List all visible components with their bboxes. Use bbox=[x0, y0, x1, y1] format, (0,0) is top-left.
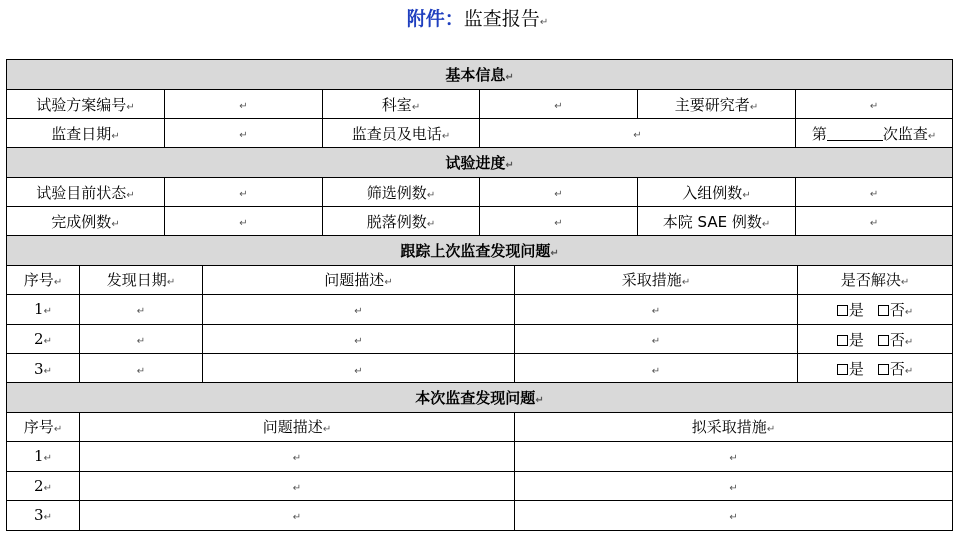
field-completed[interactable]: ↵ bbox=[165, 207, 323, 236]
table-row bbox=[7, 295, 953, 325]
label-status: 试验目前状态↵ bbox=[7, 178, 165, 207]
basic-info-table bbox=[6, 59, 953, 236]
label-pi: 主要研究者↵ bbox=[638, 90, 796, 119]
field-desc[interactable]: ↵ bbox=[203, 354, 515, 384]
yes-checkbox[interactable] bbox=[837, 305, 848, 316]
section-header-progress: 试验进度↵ bbox=[7, 148, 953, 178]
col-header-no: 序号↵ bbox=[7, 412, 80, 442]
section-header-followup: 跟踪上次监查发现问题↵ bbox=[7, 236, 953, 266]
row-number: 2↵ bbox=[7, 324, 80, 354]
resolved-options: 是 否↵ bbox=[798, 295, 953, 325]
field-visit-number[interactable]: 第 次监查↵ bbox=[796, 119, 953, 148]
field-protocol-no[interactable]: ↵ bbox=[165, 90, 323, 119]
title-main: 监查报告 bbox=[463, 8, 540, 30]
no-checkbox[interactable] bbox=[878, 305, 889, 316]
col-header-no: 序号↵ bbox=[7, 265, 80, 295]
resolved-options: 是 否↵ bbox=[798, 354, 953, 384]
current-issues-table bbox=[6, 382, 953, 531]
followup-table bbox=[6, 235, 953, 384]
row-number: 3↵ bbox=[7, 501, 80, 531]
document-title: 附件：监查报告↵ bbox=[406, 8, 549, 30]
table-row bbox=[7, 324, 953, 354]
field-monitor-phone[interactable]: ↵ bbox=[480, 119, 796, 148]
field-action[interactable]: ↵ bbox=[515, 295, 798, 325]
col-header-desc: 问题描述↵ bbox=[80, 412, 515, 442]
row-number: 2↵ bbox=[7, 471, 80, 501]
field-action[interactable]: ↵ bbox=[515, 324, 798, 354]
table-row bbox=[7, 354, 953, 384]
field-date[interactable]: ↵ bbox=[80, 324, 203, 354]
row-number: 3↵ bbox=[7, 354, 80, 384]
section-header-current: 本次监查发现问题↵ bbox=[7, 383, 953, 413]
no-checkbox[interactable] bbox=[878, 364, 889, 375]
yes-checkbox[interactable] bbox=[837, 364, 848, 375]
label-department: 科室↵ bbox=[323, 90, 480, 119]
section-header-basic: 基本信息↵ bbox=[7, 60, 953, 90]
field-plan[interactable]: ↵ bbox=[515, 442, 953, 472]
label-protocol-no: 试验方案编号↵ bbox=[7, 90, 165, 119]
yes-checkbox[interactable] bbox=[837, 335, 848, 346]
field-desc[interactable]: ↵ bbox=[203, 295, 515, 325]
label-dropped: 脱落例数↵ bbox=[323, 207, 480, 236]
table-row bbox=[7, 501, 953, 531]
field-date[interactable]: ↵ bbox=[80, 295, 203, 325]
field-dropped[interactable]: ↵ bbox=[480, 207, 638, 236]
label-monitor-date: 监查日期↵ bbox=[7, 119, 165, 148]
field-screened[interactable]: ↵ bbox=[480, 178, 638, 207]
field-desc[interactable]: ↵ bbox=[80, 501, 515, 531]
col-header-action: 采取措施↵ bbox=[515, 265, 798, 295]
field-desc[interactable]: ↵ bbox=[80, 471, 515, 501]
col-header-plan: 拟采取措施↵ bbox=[515, 412, 953, 442]
field-monitor-date[interactable]: ↵ bbox=[165, 119, 323, 148]
label-screened: 筛选例数↵ bbox=[323, 178, 480, 207]
field-status[interactable]: ↵ bbox=[165, 178, 323, 207]
field-enrolled[interactable]: ↵ bbox=[796, 178, 953, 207]
label-monitor-phone: 监查员及电话↵ bbox=[323, 119, 480, 148]
field-date[interactable]: ↵ bbox=[80, 354, 203, 384]
row-number: 1↵ bbox=[7, 295, 80, 325]
label-completed: 完成例数↵ bbox=[7, 207, 165, 236]
no-checkbox[interactable] bbox=[878, 335, 889, 346]
field-department[interactable]: ↵ bbox=[480, 90, 638, 119]
field-action[interactable]: ↵ bbox=[515, 354, 798, 384]
resolved-options: 是 否↵ bbox=[798, 324, 953, 354]
table-row bbox=[7, 471, 953, 501]
col-header-date: 发现日期↵ bbox=[80, 265, 203, 295]
row-number: 1↵ bbox=[7, 442, 80, 472]
table-row bbox=[7, 442, 953, 472]
field-desc[interactable]: ↵ bbox=[80, 442, 515, 472]
label-enrolled: 入组例数↵ bbox=[638, 178, 796, 207]
title-prefix: 附件： bbox=[406, 8, 464, 30]
col-header-desc: 问题描述↵ bbox=[203, 265, 515, 295]
field-desc[interactable]: ↵ bbox=[203, 324, 515, 354]
field-pi[interactable]: ↵ bbox=[796, 90, 953, 119]
label-sae: 本院 SAE 例数↵ bbox=[638, 207, 796, 236]
field-sae[interactable]: ↵ bbox=[796, 207, 953, 236]
visit-number-blank[interactable] bbox=[827, 129, 883, 141]
field-plan[interactable]: ↵ bbox=[515, 501, 953, 531]
field-plan[interactable]: ↵ bbox=[515, 471, 953, 501]
col-header-resolved: 是否解决↵ bbox=[798, 265, 953, 295]
